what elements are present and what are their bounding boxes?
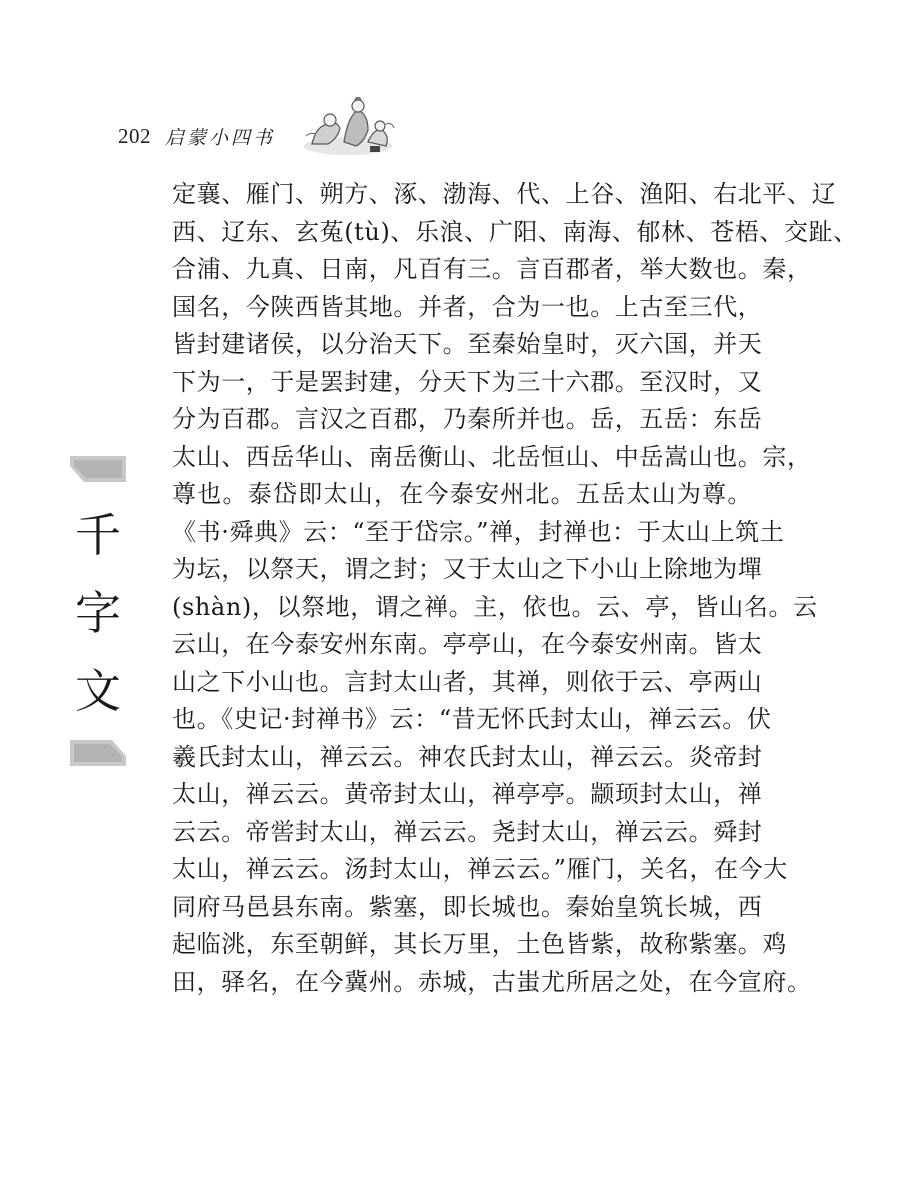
side-tab-top-ornament-icon: [70, 456, 126, 482]
text-line: 太山，禅云云。黄帝封太山，禅亭亭。颛顼封太山，禅: [172, 780, 763, 808]
text-line: 也。《史记·封禅书》云：“昔无怀氏封太山，禅云云。伏: [172, 705, 772, 733]
text-line: 皆封建诸侯，以分治天下。至秦始皇时，灭六国，并天: [172, 330, 763, 358]
text-line: 同府马邑县东南。紫塞，即长城也。秦始皇筑长城，西: [172, 892, 763, 921]
text-line: 分为百郡。言汉之百郡，乃秦所并也。岳，五岳：东岳: [172, 405, 763, 433]
side-title-char: 字: [75, 586, 121, 640]
side-chapter-tab: [70, 456, 126, 766]
text-line: 云云。帝喾封太山，禅云云。尧封太山，禅云云。舜封: [172, 817, 763, 846]
page-number: 202: [118, 123, 151, 148]
running-header: [118, 116, 275, 156]
text-line: 太山，禅云云。汤封太山，禅云云。”雁门，关名，在今大: [172, 855, 788, 883]
text-line: 尊也。泰岱即太山，在今泰安州北。五岳太山为尊。: [172, 480, 752, 508]
text-line: 定襄、雁门、朔方、涿、渤海、代、上谷、渔阳、右北平、辽: [172, 180, 837, 208]
body-text: [172, 176, 858, 1001]
side-chapter-title: [70, 496, 126, 730]
text-line: 起临洮，东至朝鲜，其长万里，土色皆紫，故称紫塞。鸡: [172, 930, 787, 958]
text-line: 《书·舜典》云：“至于岱宗。”禅，封禅也：于太山上筑土: [172, 517, 785, 546]
text-line: 太山、西岳华山、南岳衡山、北岳恒山、中岳嵩山也。宗，: [172, 442, 812, 471]
text-line: 山之下小山也。言封太山者，其禅，则依于云、亭两山: [172, 667, 763, 696]
text-line: 西、辽东、玄菟(tù)、乐浪、广阳、南海、郁林、苍梧、交趾、: [172, 217, 858, 246]
side-title-char: 千: [75, 508, 121, 562]
text-line: (shàn)，以祭地，谓之禅。主，依也。云、亭，皆山名。云: [172, 592, 818, 621]
text-line: 云山，在今泰安州东南。亭亭山，在今泰安州南。皆太: [172, 630, 763, 658]
text-line: 田，驿名，在今冀州。赤城，古蚩尤所居之处，在今宣府。: [172, 967, 812, 996]
text-line: 为坛，以祭天，谓之封；又于太山之下小山上除地为墠: [172, 555, 763, 583]
text-line: 下为一，于是罢封建，分天下为三十六郡。至汉时，又: [172, 367, 763, 396]
text-line: 羲氏封太山，禅云云。神农氏封太山，禅云云。炎帝封: [172, 742, 763, 771]
side-title-char: 文: [75, 664, 121, 718]
book-title: 启蒙小四书: [165, 126, 276, 149]
text-line: 国名，今陕西皆其地。并者，合为一也。上古至三代，: [172, 292, 763, 321]
side-tab-bottom-ornament-icon: [70, 740, 126, 766]
header-illustration-icon: [298, 96, 398, 158]
text-line: 合浦、九真、日南，凡百有三。言百郡者，举大数也。秦，: [172, 255, 812, 283]
